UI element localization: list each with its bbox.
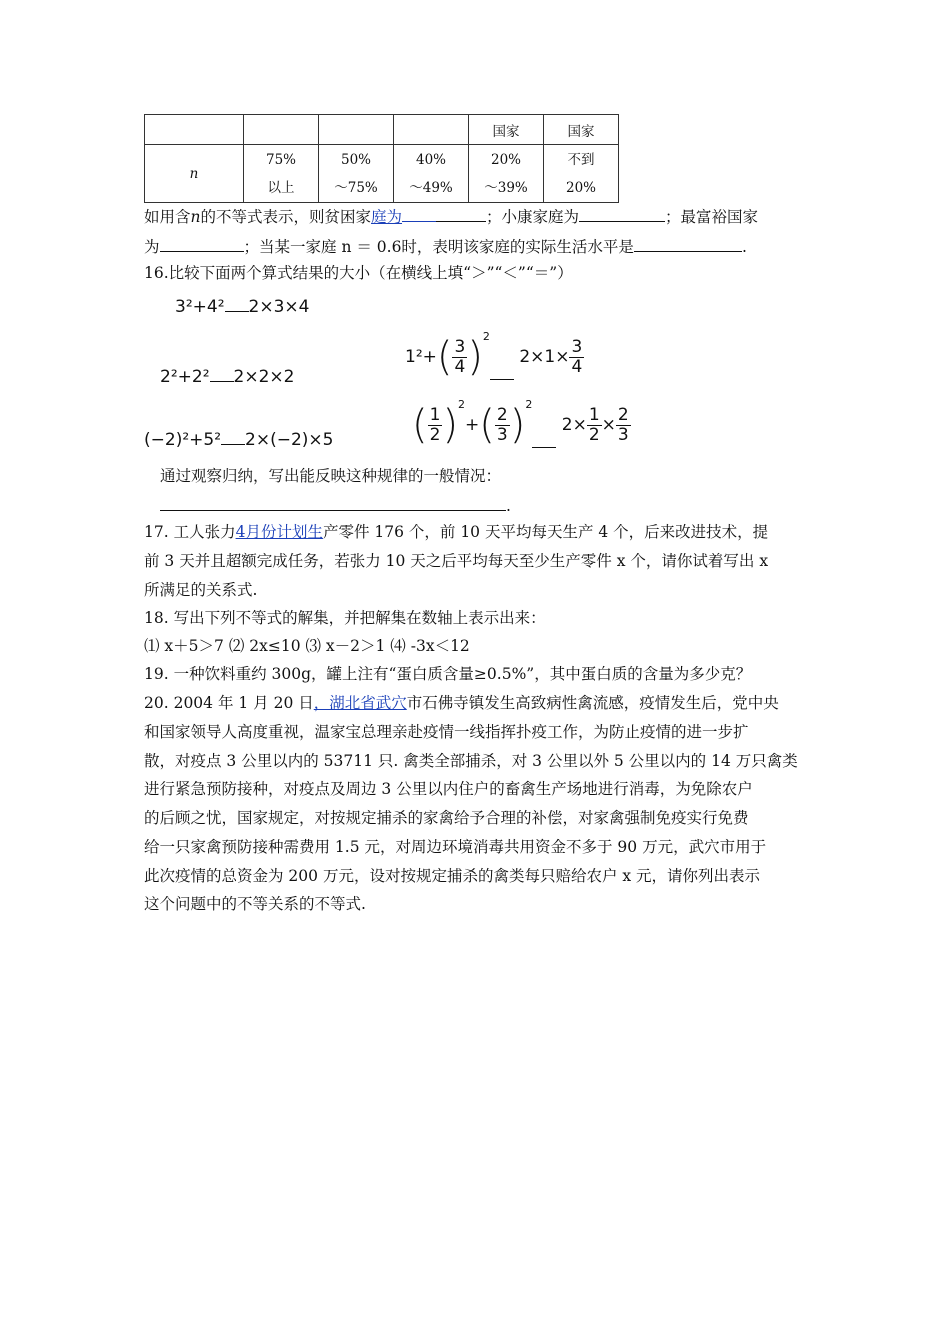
compare-blank[interactable] — [532, 431, 556, 448]
q20-line: 给一只家禽预防接种需费用 1.5 元，对周边环境消毒共用资金不多于 90 万元，武穴市用于 — [144, 838, 767, 856]
q20-line: 散，对疫点 3 公里以内的 53711 只. 禽类全部捕杀，对 3 公里以外 5 公里以内的 14 万只禽类 — [144, 752, 798, 770]
text: ；小康家庭为 — [486, 208, 580, 226]
expr-1 — [175, 295, 309, 317]
answer-blank[interactable] — [160, 235, 244, 252]
expr-right: 2× — [561, 415, 587, 435]
table-row — [145, 115, 619, 145]
expr-5 — [412, 398, 631, 448]
table-cell — [319, 115, 394, 145]
table-cell: 国家 — [544, 115, 619, 145]
expr-right: 2×1× — [519, 347, 570, 367]
fraction — [569, 338, 584, 377]
denominator: 4 — [454, 356, 466, 377]
cell-line: 50% — [340, 151, 371, 168]
fraction — [428, 406, 443, 445]
q18-items: ⑴ x＋5＞7 ⑵ 2x≤10 ⑶ x－2＞1 ⑷ -3x＜12 — [144, 637, 470, 655]
q18-title: 18. 写出下列不等式的解集，并把解集在数轴上表示出来： — [144, 609, 546, 627]
expr-right: 2×3×4 — [248, 297, 310, 317]
expr-left: 1²+ — [405, 347, 437, 367]
cell-line: 20% — [490, 151, 521, 168]
exponent: 2 — [482, 330, 490, 343]
denominator: 2 — [588, 424, 600, 445]
table-cell — [319, 145, 394, 203]
fraction — [495, 406, 510, 445]
q16-summary-answer — [160, 494, 511, 516]
text: 的不等式表示，则贫困家 — [200, 208, 372, 226]
exponent: 2 — [458, 398, 466, 411]
text: 产零件 176 个，前 10 天平均每天生产 4 个，后来改进技术，提 — [322, 523, 769, 541]
text: 20. 2004 年 1 月 20 日 — [144, 694, 314, 712]
table-cell — [394, 115, 469, 145]
q19: 19. 一种饮料重约 300g，罐上注有“蛋白质含量≥0.5%”，其中蛋白质的含量为多少克？ — [144, 665, 752, 683]
text: ；最富裕国家 — [665, 208, 759, 226]
compare-blank[interactable] — [490, 363, 514, 380]
link[interactable]: ，湖北省武穴 — [313, 694, 407, 712]
denominator: 3 — [617, 424, 629, 445]
answer-blank[interactable] — [160, 494, 506, 511]
exponent: 2 — [525, 398, 533, 411]
link[interactable]: 4月份计划生 — [235, 523, 323, 541]
q20-line: 的后顾之忧，国家规定，对按规定捕杀的家禽给予合理的补偿，对家禽强制免疫实行免费 — [144, 809, 749, 827]
numerator: 3 — [571, 336, 583, 357]
expr-left: (−2)²+5² — [144, 430, 222, 450]
text: 如用含 — [144, 208, 191, 226]
plus: + — [465, 415, 480, 435]
compare-blank[interactable] — [221, 428, 245, 445]
answer-blank[interactable] — [402, 205, 436, 222]
text: 市石佛寺镇发生高致病性禽流感，疫情发生后，党中央 — [406, 694, 779, 712]
numerator: 2 — [617, 404, 629, 425]
table-cell-n: n — [145, 145, 244, 203]
q17-line2: 前 3 天并且超额完成任务，若张力 10 天之后平均每天至少生产零件 x 个，请你试着写出 x — [144, 552, 769, 570]
cell-line: 以上 — [267, 179, 295, 196]
text: 17. 工人张力 — [144, 523, 236, 541]
table-cell: 国家 — [469, 115, 544, 145]
paren: ( — [436, 334, 453, 380]
table-cell — [544, 145, 619, 203]
expr-2 — [160, 365, 294, 387]
denominator: 3 — [496, 424, 508, 445]
expr-left: 3²+4² — [175, 297, 225, 317]
q15-line1 — [144, 205, 758, 227]
table-row — [145, 145, 619, 203]
q20-line: 这个问题中的不等关系的不等式. — [144, 895, 366, 913]
q16-summary: 通过观察归纳，写出能反映这种规律的一般情况： — [160, 467, 502, 485]
times: × — [601, 415, 616, 435]
q20-line: 此次疫情的总资金为 200 万元，设对按规定捕杀的禽类每只赔给农户 x 元，请你列出表示 — [144, 867, 761, 885]
q20-line1 — [144, 693, 779, 713]
text: ；当某一家庭 n ＝ 0.6时，表明该家庭的实际生活水平是 — [243, 238, 634, 256]
compare-blank[interactable] — [225, 295, 249, 312]
cell-line: 40% — [415, 151, 446, 168]
fraction — [587, 406, 602, 445]
paren: ) — [467, 334, 483, 380]
cell-line: ～75% — [334, 179, 378, 196]
numerator: 1 — [429, 404, 441, 425]
denominator: 4 — [571, 356, 583, 377]
q20-line: 进行紧急预防接种，对疫点及周边 3 公里以内住户的畜禽生产场地进行消毒，为免除农户 — [144, 780, 753, 798]
table-cell — [394, 145, 469, 203]
text: . — [506, 497, 511, 515]
compare-blank[interactable] — [210, 365, 234, 382]
denominator: 2 — [429, 424, 441, 445]
paren: ) — [509, 402, 526, 448]
expr-3 — [144, 428, 333, 450]
table-cell — [244, 145, 319, 203]
expr-right: 2×2×2 — [233, 367, 295, 387]
paren: ) — [442, 402, 459, 448]
fraction — [616, 406, 631, 445]
income-table — [144, 114, 619, 203]
paren: ( — [479, 402, 495, 448]
cell-line: ～49% — [409, 179, 453, 196]
text: 为 — [144, 238, 160, 256]
q17-line1 — [144, 522, 768, 542]
expr-4 — [405, 330, 584, 380]
cell-line: 不到 — [567, 151, 595, 168]
cell-line: 75% — [265, 151, 296, 168]
answer-blank[interactable] — [579, 205, 665, 222]
cell-line: 20% — [565, 179, 596, 196]
table-cell — [145, 115, 244, 145]
expr-left: 2²+2² — [160, 367, 210, 387]
answer-blank[interactable] — [436, 205, 486, 222]
numerator: 1 — [588, 404, 600, 425]
q15-line2 — [144, 235, 747, 257]
text: . — [741, 238, 747, 256]
table-cell — [469, 145, 544, 203]
expr-right: 2×(−2)×5 — [245, 430, 334, 450]
paren: ( — [412, 402, 428, 448]
var-n: n — [190, 208, 201, 226]
q16-title: 16.比较下面两个算式结果的大小（在横线上填“＞”“＜”“＝”） — [144, 264, 573, 282]
q20-line: 和国家领导人高度重视，温家宝总理亲赴疫情一线指挥扑疫工作，为防止疫情的进一步扩 — [144, 723, 749, 741]
table-cell — [244, 115, 319, 145]
cell-line: ～39% — [484, 179, 528, 196]
numerator: 2 — [496, 404, 508, 425]
fraction — [452, 338, 467, 377]
q17-line3: 所满足的关系式. — [144, 581, 258, 599]
answer-blank[interactable] — [634, 235, 742, 252]
numerator: 3 — [454, 336, 466, 357]
link[interactable]: 庭为 — [371, 208, 403, 226]
